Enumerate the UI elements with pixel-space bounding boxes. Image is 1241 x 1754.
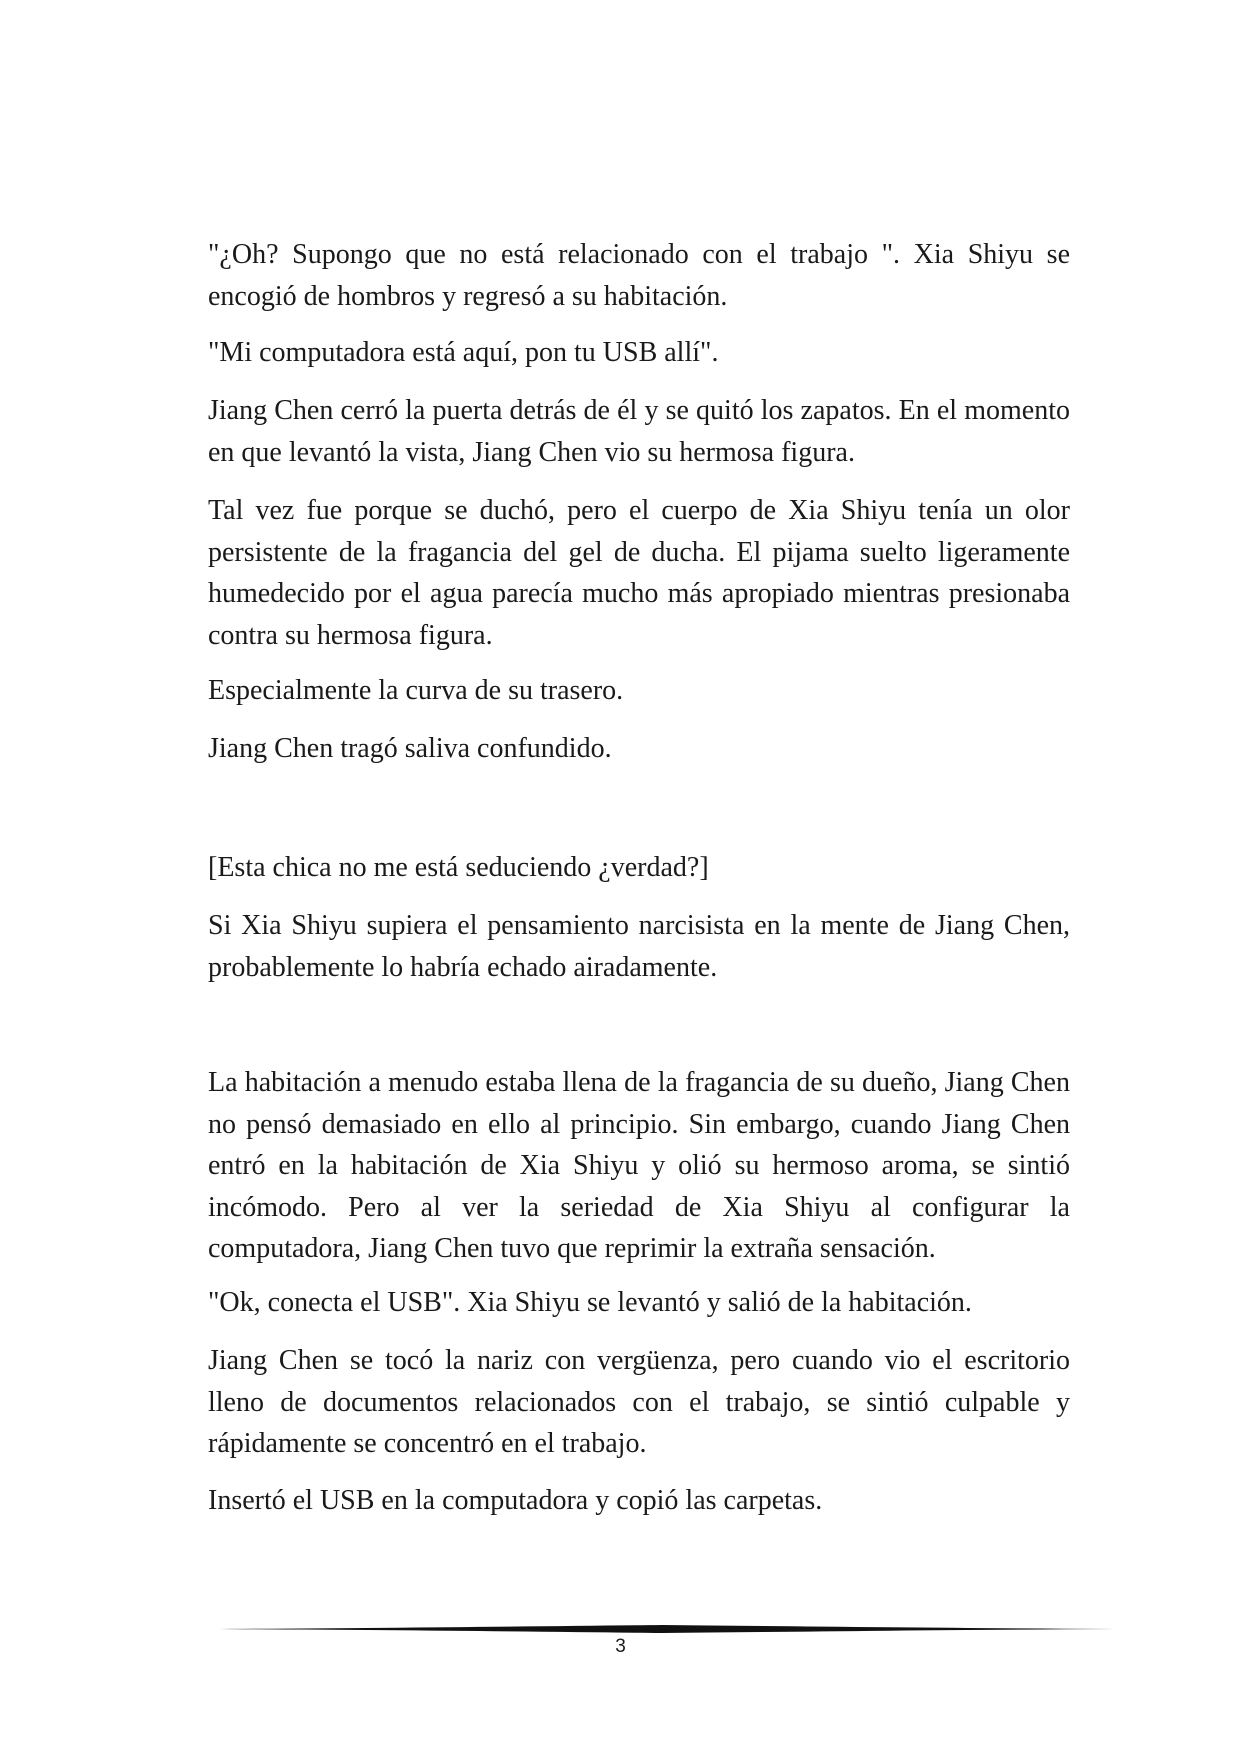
footer-divider [208, 1622, 1116, 1636]
paragraph-2: "Mi computadora está aquí, pon tu USB allí". [208, 337, 719, 368]
paragraph-7: [Esta chica no me está seduciendo ¿verdad?] [208, 852, 709, 883]
paragraph-10: "Ok, conecta el USB". Xia Shiyu se levantó y salió de la habitación. [208, 1287, 972, 1318]
paragraph-11: Jiang Chen se tocó la nariz con vergüenza, pero cuando vio el escritorio lleno de documentos relacionados con el trabajo, se sintió culpable y rápidamente se concentró en el trabajo. [208, 1345, 1070, 1459]
paragraph-1: "¿Oh? Supongo que no está relacionado con el trabajo ". Xia Shiyu se encogió de hombros y regresó a su habitación. [208, 239, 1070, 312]
paragraph-4: Tal vez fue porque se duchó, pero el cuerpo de Xia Shiyu tenía un olor persistente de la fragancia del gel de ducha. El pijama suelto ligeramente humedecido por el agua parecía mucho más apropiado mientras presionaba contra su hermosa figura. [208, 495, 1070, 651]
paragraph-5: Especialmente la curva de su trasero. [208, 675, 624, 706]
paragraph-8: Si Xia Shiyu supiera el pensamiento narcisista en la mente de Jiang Chen, probablemente lo habría echado airadamente. [208, 910, 1070, 983]
paragraph-6: Jiang Chen tragó saliva confundido. [208, 733, 612, 764]
page-number: 3 [615, 1636, 626, 1657]
paragraph-9: La habitación a menudo estaba llena de la fragancia de su dueño, Jiang Chen no pensó demasiado en ello al principio. Sin embargo, cuando Jiang Chen entró en la habitación de Xia Shiyu y olió su hermoso aroma, se sintió incómodo. Pero al ver la seriedad de Xia Shiyu al configurar la computadora, Jiang Chen tuvo que reprimir la extraña sensación. [208, 1067, 1070, 1264]
paragraph-12: Insertó el USB en la computadora y copió las carpetas. [208, 1485, 823, 1516]
paragraph-3: Jiang Chen cerró la puerta detrás de él y se quitó los zapatos. En el momento en que levantó la vista, Jiang Chen vio su hermosa figura. [208, 395, 1070, 468]
